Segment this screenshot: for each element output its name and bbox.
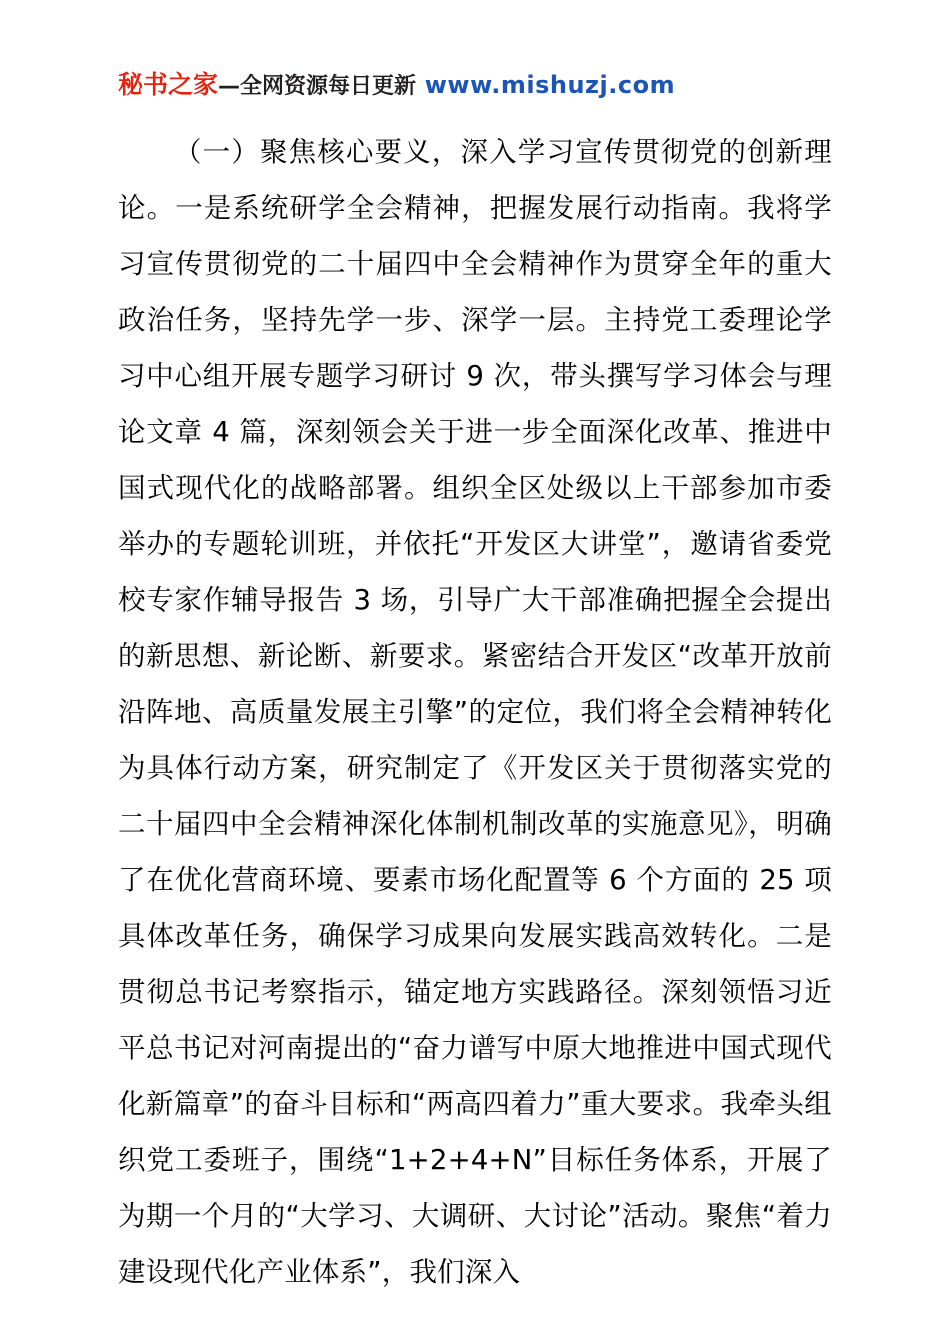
site-watermark [118,70,832,100]
watermark-url[interactable]: www.mishuzj.com [424,71,676,99]
watermark-tagline: —全网资源每日更新 [218,74,417,99]
document-paragraph: （一）聚焦核心要义，深入学习宣传贯彻党的创新理论。一是系统研学全会精神，把握发展行动指南。我将学习宣传贯彻党的二十届四中全会精神作为贯穿全年的重大政治任务，坚持先学一步、深学一层。主持党工委理论学习中心组开展专题学习研讨 9 次，带头撰写学习体会与理论文章 4 篇，深刻领会关于进一步全面深化改革、推进中国式现代化的战略部署。组织全区处级以上干部参加市委举办的专题轮训班，并依托“开发区大讲堂”，邀请省委党校专家作辅导报告 3 场，引导广大干部准确把握全会提出的新思想、新论断、新要求。紧密结合开发区“改革开放前沿阵地、高质量发展主引擎”的定位，我们将全会精神转化为具体行动方案，研究制定了《开发区关于贯彻落实党的二十届四中全会精神深化体制机制改革的实施意见》，明确了在优化营商环境、要素市场化配置等 6 个方面的 25 项具体改革任务，确保学习成果向发展实践高效转化。二是贯彻总书记考察指示，锚定地方实践路径。深刻领悟习近平总书记对河南提出的“奋力谱写中原大地推进中国式现代化新篇章”的奋斗目标和“两高四着力”重大要求。我牵头组织党工委班子，围绕“1+2+4+N”目标任务体系，开展了为期一个月的“大学习、大调研、大讨论”活动。聚焦“着力建设现代化产业体系”，我们深入 [118,136,832,1289]
watermark-brand: 秘书之家 [118,70,219,99]
